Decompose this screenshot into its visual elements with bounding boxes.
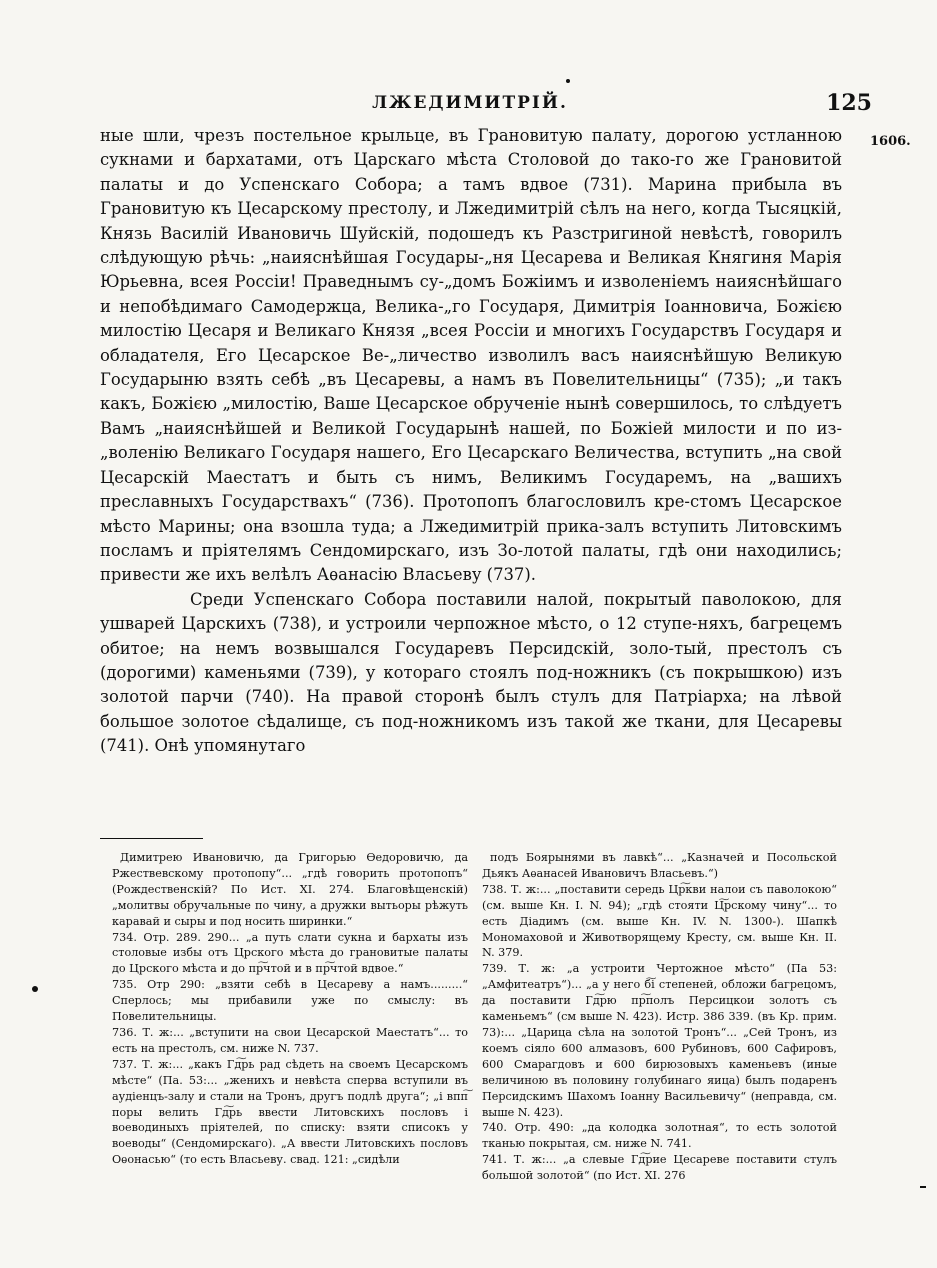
footnote: 735. Отр 290: „взяти себѣ в Цесареву а намъ.........“ Сперлось; мы прибавили уже по смыслу: въ Повелительницы.: [112, 978, 468, 1024]
ink-dot: [566, 79, 570, 83]
ink-mark: [920, 1186, 926, 1188]
footnotes-left-column: [112, 850, 468, 1168]
main-text: [100, 124, 842, 759]
running-head: ЛЖЕДИМИТРІЙ.: [372, 93, 568, 113]
footnote: Димитрею Ивановичю, да Григорью Ѳедоровичю, да Ржествевскому протопопу“... „гдѣ говорить протопопъ“ (Рождественскій? По Ист. XI. 274. Благовѣщенскій) „молитвы обручальные по чину, а дружки вытьоры рѣжуть каравай и сыры и под носить ширинки.“: [112, 851, 468, 928]
paragraph: Среди Успенскаго Собора поставили налой, покрытый паволокою, для ушварей Царскихъ (738), и устроили черпожное мѣсто, о 12 ступе-няхъ, багрецемъ обитое; на немъ возвышался Государевъ Персидскій, золо-тый, престолъ съ (дорогими) каменьями (739), у котораго стоялъ под-ножникъ (съ покрышкою) изъ золотой парчи (740). На правой сторонѣ былъ стулъ для Патріарха; на лѣвой большое золотое сѣдалище, съ под-ножникомъ изъ такой же ткани, для Цесаревы (741). Онѣ упомянутаго: [100, 589, 842, 756]
ink-dot: [32, 986, 38, 992]
footnote: 738. Т. ж:... „поставити середь Цр͠кви налои съ паволокою“ (см. выше Кн. I. N. 94); „гдѣ стояти Ц͠рскому чину“... то есть Діадимъ (см. выше Кн. IV. N. 1300-). Шапкѣ Мономаховой и Животворящему Кресту, см. выше Кн. II. N. 379.: [482, 882, 837, 960]
footnote: 739. Т. ж: „а устроити Чертожное мѣсто“ (Па 53: „Амфитеатръ“)... „а у него б͠і степеней, обложи багрецомъ, да поставити Гд͠рю пр͠полъ Персицкои золотъ съ каменьемъ“ (см выше N. 423). Истр. 386 339. (въ Кр. прим. 73):... „Царица сѣла на золотой Тронъ“... „Сей Тронъ, из коемъ сіяло 600 алмазовъ, 600 Рубиновъ, 600 Сафировъ, 600 Смарагдовъ и 600 бирюзовыхъ каменьевъ (иные величиною въ половину голубинаго яица) былъ подаренъ Персидскимъ Шахомъ Іоанну Васильевичу“ (неправда, см. выше N. 423).: [482, 962, 837, 1119]
footnote: 741. Т. ж:... „а слевые Гд͠рие Цесареве поставити стулъ большой золотой“ (по Ист. XI. 276: [482, 1153, 837, 1183]
footnote: 734. Отр. 289. 290... „а путь слати сукна и бархаты изъ столовые избы отъ Црского мѣста до грановитые палаты до Црского мѣста и до пр͠чтой и в пр͠чтой вдвое.“: [112, 930, 468, 976]
footnote: подъ Боярынями въ лавкѣ“... „Казначей и Посольской Дьякъ Аѳанасей Ивановичъ Власьевъ.“): [482, 851, 837, 880]
footnote: 737. Т. ж:... „какъ Гд͠рь рад сѣдеть на своемъ Цесарскомъ мѣсте“ (Па. 53:... „женихъ и невѣста сперва вступили въ аудіенцъ-залу и стали на Тронъ, другъ подлѣ друга“; „і впп͠ поры велить Гд͠рь ввести Литовскихъ пословъ і воеводиныхъ пріятелей, по списку: взяти списокъ у воеводы“ (Сендомирскаго). „А ввести Литовскихъ пословъ Оѳонасью“ (то есть Власьеву. свад. 121: „сидѣли: [112, 1057, 468, 1167]
footnote: 736. Т. ж:... „вступити на свои Цесарской Маестатъ“... то есть на престолъ, см. ниже N. 737.: [112, 1025, 468, 1055]
paragraph: ные шли, чрезъ постельное крыльце, въ Грановитую палату, дорогою устланною сукнами и бархатами, отъ Царскаго мѣста Столовой до тако-го же Грановитой палаты и до Успенскаго Собора; а тамъ вдвое (731). Марина прибыла въ Грановитую къ Цесарскому престолу, и Лжедимитрій сѣлъ на него, когда Тысяцкій, Князь Василій Ивановичь Шуйскій, подошедъ къ Разстригиной невѣстѣ, говорилъ слѣдующую рѣчь: „наияснѣйшая Государы-„ня Цесарева и Великая Княгиня Марія Юрьевна, всея Россіи! Праведнымъ су-„домъ Божіимъ и изволеніемъ наияснѣйшаго и непобѣдимаго Самодержца, Велика-„го Государя, Димитрія Іоанновича, Божією милостію Цесаря и Великаго Князя „всея Россіи и многихъ Государствъ Государя и обладателя, Его Цесарское Ве-„личество изволилъ васъ наияснѣйшую Великую Государыню взять себѣ „въ Цесаревы, а намъ въ Повелительницы“ (735); „и такъ какъ, Божією „милостію, Ваше Цесарское обрученіе нынѣ совершилось, то слѣдуетъ Вамъ „наияснѣйшей и Великой Государынѣ нашей, по Божіей милости и по из-„воленію Великаго Государя нашего, Его Цесарскаго Величества, вступить „на свой Цесарскій Маестатъ и быть съ нимъ, Великимъ Государемъ, на „вашихъ преславныхъ Государствахъ“ (736). Протопопъ благословилъ кре-стомъ Цесарское мѣсто Марины; она взошла туда; а Лжедимитрій прика-залъ вступить Литовскимъ посламъ и пріятелямъ Сендомирскаго, изъ Зо-лотой палаты, гдѣ они находились; привести же ихъ велѣлъ Аѳанасію Власьеву (737).: [100, 126, 842, 585]
footnote-separator: [100, 838, 203, 839]
footnote: 740. Отр. 490: „да колодка золотная“, то есть золотой тканью покрытая, см. ниже N. 741.: [482, 1121, 837, 1151]
margin-year-note: 1606.: [870, 134, 911, 149]
page-number: 125: [826, 90, 872, 116]
footnotes-right-column: [482, 850, 837, 1184]
